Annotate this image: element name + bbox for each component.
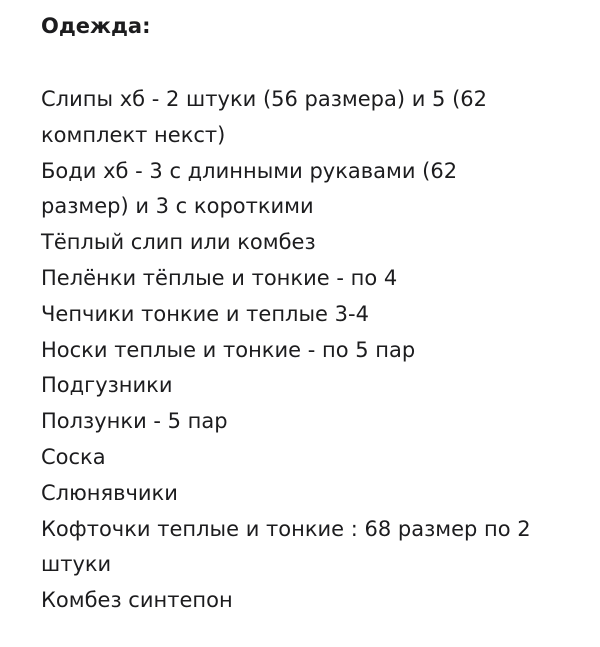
list-line: Комбез синтепон: [41, 588, 233, 613]
clothing-list: [41, 82, 581, 619]
list-line: Ползунки - 5 пар: [41, 409, 228, 434]
list-line: Слипы хб - 2 штуки (56 размера) и 5 (62: [41, 87, 488, 111]
list-line: Чепчики тонкие и теплые 3-4: [41, 301, 369, 326]
list-line: комплект некст): [41, 122, 226, 147]
list-line: размер) и 3 с короткими: [41, 194, 314, 219]
list-line: Подгузники: [41, 373, 173, 398]
note-content: [41, 10, 581, 619]
list-line: штуки: [41, 552, 112, 577]
note-heading: Одежда:: [41, 14, 151, 38]
list-line: Слюнявчики: [41, 480, 178, 505]
list-line: Кофточки теплые и тонкие : 68 размер по 2: [41, 516, 531, 541]
list-line: Тёплый слип или комбез: [41, 230, 316, 255]
list-line: Пелёнки тёплые и тонкие - по 4: [41, 265, 398, 290]
list-line: Носки теплые и тонкие - по 5 пар: [41, 337, 416, 362]
list-line: Соска: [41, 444, 106, 469]
list-line: Боди хб - 3 с длинными рукавами (62: [41, 158, 458, 183]
